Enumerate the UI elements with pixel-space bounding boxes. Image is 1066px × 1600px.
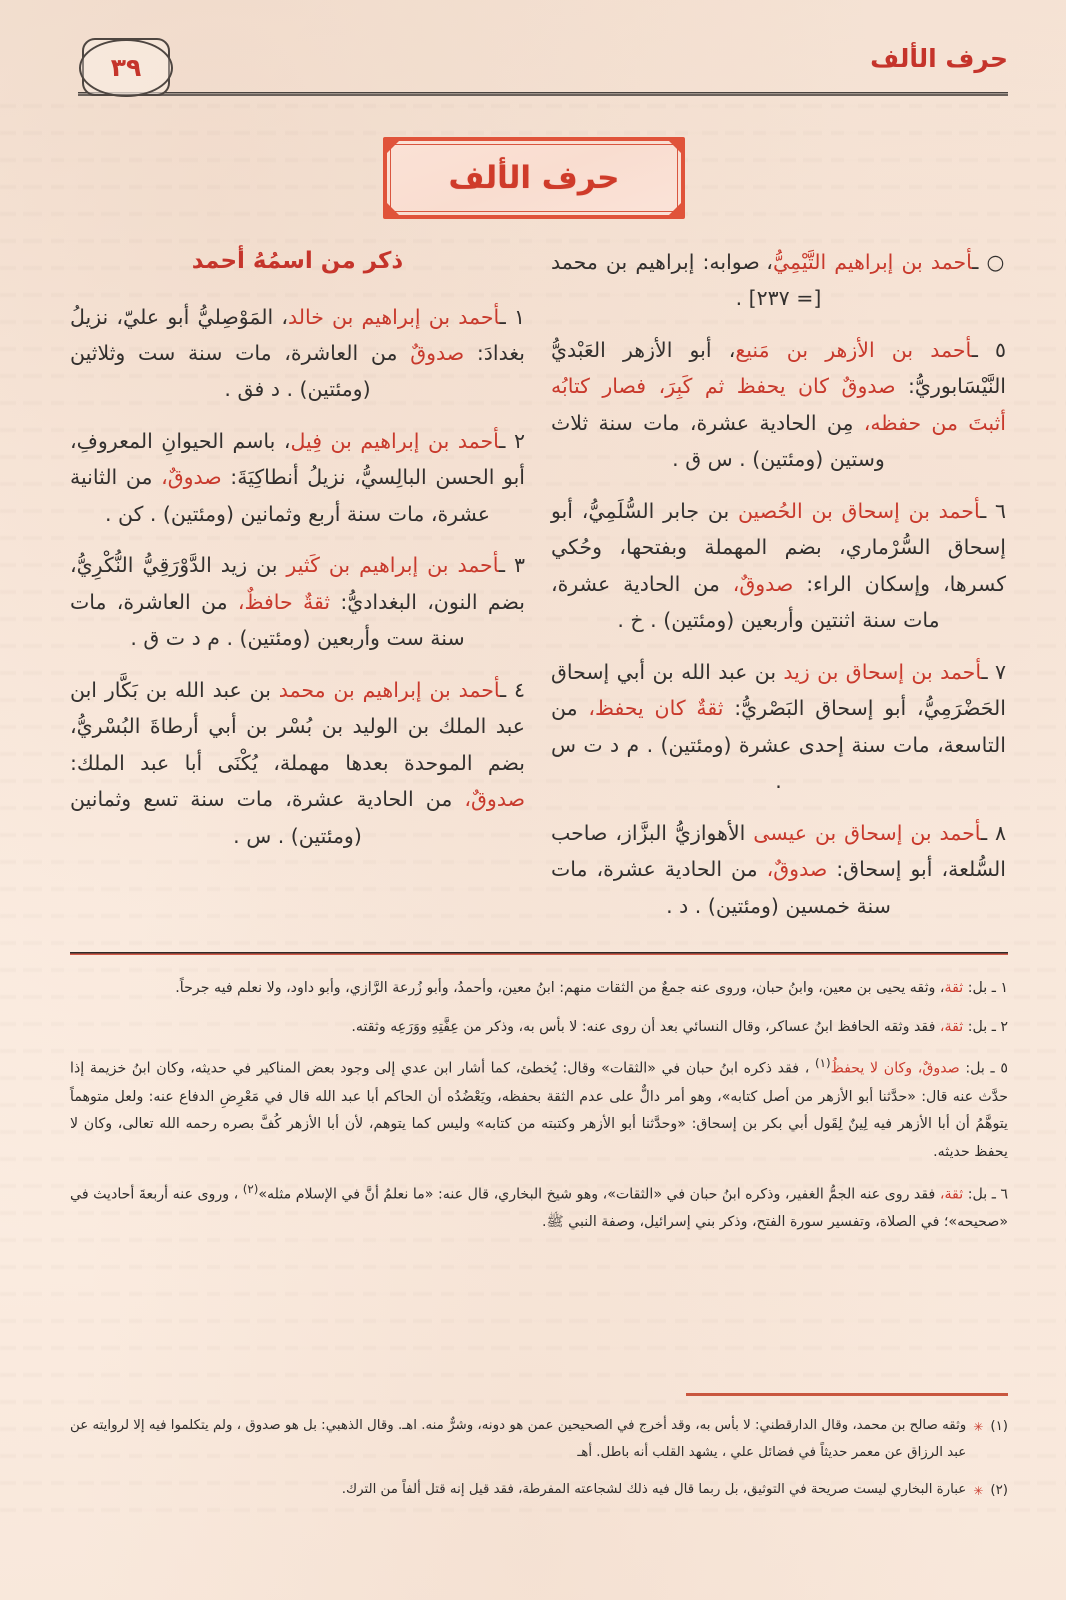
- footnote-separator-rule: [70, 952, 1008, 955]
- bottom-note-label: (٢): [990, 1482, 1008, 1498]
- entry-name: أحمد بن إبراهيم بن خالد: [287, 304, 500, 329]
- entry-text-2: من الحادية عشرة، مات سنة تسع وثمانين (ومئتين) . س .: [70, 787, 465, 848]
- entry-marker: ٣ ـ: [498, 553, 525, 578]
- entry-marker: ٥ ـ: [971, 337, 1006, 362]
- entry-grade: صدوقٌ،: [161, 465, 222, 490]
- footnote-marker: ١ ـ: [991, 980, 1008, 996]
- footnote-superscript-ref: (٢): [242, 1181, 259, 1196]
- footnote-text: فقد روى عنه الجمُّ الغفير، وذكره ابنُ حبان في «الثقات»، وهو شيخ البخاري، قال عنه: «ما نعلمُ أنَّ في الإسلام مثله»: [258, 1186, 940, 1203]
- entry-text-1: بن عبد الله بن أبي إسحاق الحَضْرَمِيُّ، أبو إسحاق البَصْريُّ:: [551, 659, 1006, 721]
- header-rule: [78, 92, 1008, 96]
- page-number: ٣٩: [110, 52, 142, 82]
- entry-name: أحمد بن إبراهيم بن فِيل: [290, 428, 500, 453]
- entry-grade: صدوقٌ: [410, 340, 465, 365]
- bottom-notes-separator-rule: [686, 1393, 1008, 1396]
- footnote-item: [70, 1052, 1008, 1166]
- entry-name: أحمد بن الأزهر بن مَنيع: [735, 337, 972, 362]
- bottom-notes-block: [70, 1412, 1008, 1513]
- column-left: [551, 244, 1006, 934]
- footnote-lead: بل:: [963, 980, 988, 996]
- asterisk-icon: ✳: [973, 1420, 984, 1434]
- page-header: [78, 38, 1008, 100]
- footnote-marker: ٢ ـ: [991, 1018, 1008, 1035]
- entry-grade: صدوقٌ،: [732, 571, 794, 596]
- entry-marker: ٦ ـ: [980, 498, 1007, 523]
- biography-entry: [551, 493, 1006, 639]
- entry-text-1: بن جابر السُّلَمِيُّ، أبو إسحاق السُّرْماري، بضم المهملة وبفتحها، وحُكي كسرها، وإسكان الراء:: [551, 498, 1006, 596]
- entry-marker: ٧ ـ: [981, 659, 1006, 684]
- body-columns: [70, 244, 1008, 934]
- entry-text-1: ، أبو الأزهر العَبْديُّ النَّيْسَابوريُّ:: [551, 337, 1007, 399]
- footnote-item: [70, 1178, 1008, 1237]
- entry-name: أحمد بن إبراهيم بن كَثير: [286, 553, 499, 578]
- entry-grade: صدوقٌ،: [766, 857, 828, 882]
- cartouche-title: حرف الألف: [448, 160, 620, 196]
- bottom-note-item: [70, 1412, 1008, 1467]
- entry-text-2: من الثانية عشرة، مات سنة أربع وثمانين (ومئتين) . كن .: [70, 465, 491, 526]
- entry-text-2: من الحادية عشرة، مات سنة اثنتين وأربعين (ومئتين) . خ .: [551, 571, 940, 633]
- entry-text-2: من التاسعة، مات سنة إحدى عشرة (ومئتين) . م د ت س .: [551, 696, 1006, 794]
- page-number-badge: [82, 38, 170, 96]
- column-right: [70, 244, 525, 934]
- footnote-grade: ثقة،: [939, 1018, 964, 1035]
- biography-entry-crossref: [551, 244, 1006, 317]
- entry-name: أحمد بن إسحاق بن عيسى: [753, 820, 982, 845]
- biography-entry: [551, 815, 1006, 924]
- footnote-marker: ٥ ـ: [990, 1061, 1008, 1078]
- footnote-text: ، وثقه يحيى بن معين، وابنُ حبان، وروى عنه جمعٌ من الثقات منهم: ابنُ معين، وأحمدُ، وأبو زُرعة الرَّازي، وأبو داود، ولا نعلم فيه جرحاً.: [175, 980, 945, 996]
- entry-text-1: بن زيد الدَّوْرَقِيُّ النُّكْرِيُّ، بضم النون، البغداديُّ:: [70, 553, 525, 614]
- bottom-note-text: عبارة البخاري ليست صريحة في التوثيق، بل ربما قال فيه ذلك لشجاعته المفرطة، فقد قيل إنه قتل ألفاً من الترك.: [341, 1481, 967, 1497]
- entry-text-2: من العاشرة، مات سنة ست وأربعين (ومئتين) . م د ت ق .: [70, 589, 465, 651]
- entry-marker: ١ ـ: [499, 304, 525, 329]
- section-heading: ذكر من اسمُهُ أحمد: [191, 248, 404, 274]
- footnote-marker: ٦ ـ: [991, 1186, 1009, 1203]
- entry-marker: ٤ ـ: [500, 677, 526, 702]
- biography-entry: [551, 654, 1006, 800]
- footnote-item: [70, 1014, 1008, 1042]
- entry-text-1: الأهوازيُّ البزَّاز، صاحب السُّلعة، أبو إسحاق:: [551, 820, 1006, 882]
- bottom-note-label: (١): [990, 1419, 1008, 1434]
- entry-grade: ثقةٌ حافظٌ،: [237, 589, 331, 614]
- footnote-text: فقد وثقه الحافظ ابنُ عساكر، وقال النسائي بعد أن روى عنه: لا بأس به، وذكر من عِفَّتِهِ ووَرَعِه وثقته.: [351, 1018, 940, 1035]
- entry-name: أحمد بن إبراهيم بن محمد: [278, 677, 501, 702]
- entry-name: أحمد بن إسحاق بن الحُصين: [737, 498, 981, 523]
- entry-text-1: ، المَوْصِليُّ أبو عليّ، نزيلُ بغدادَ:: [70, 304, 525, 365]
- asterisk-icon: ✳: [973, 1483, 984, 1498]
- entry-marker: ٢ ـ: [499, 428, 525, 453]
- entry-marker: ○ ـ: [972, 250, 1006, 274]
- footnote-grade: صدوقٌ، وكان لا يحفظُ: [830, 1061, 960, 1078]
- entry-grade: ثقةٌ كان يحفظ،: [588, 696, 724, 721]
- bottom-note-item: [70, 1476, 1008, 1504]
- entry-text-2: من الحادية عشرة، مات سنة خمسين (ومئتين) . د .: [551, 857, 891, 918]
- entry-text-2: من العاشرة، مات سنة ست وثلاثين (ومئتين) . د فق .: [70, 340, 411, 402]
- biography-entry: [70, 547, 525, 656]
- entry-name: أحمد بن إسحاق بن زيد: [783, 659, 982, 684]
- title-cartouche: [383, 137, 685, 219]
- footnote-grade: ثقة،: [939, 1186, 964, 1203]
- footnote-lead: بل:: [963, 1186, 988, 1203]
- biography-entry: [70, 299, 525, 408]
- entry-marker: ٨ ـ: [981, 820, 1006, 845]
- biography-entry: [70, 423, 525, 532]
- footnote-grade: ثقة: [944, 980, 964, 996]
- biography-entry: [70, 672, 525, 854]
- entry-name: أحمد بن إبراهيم التَّيْمِيُّ: [772, 250, 973, 274]
- entry-text-1: بن عبد الله بن بَكَّار ابن عبد الملك بن الوليد بن بُسْر بن أبي أرطاةَ البُسْريُّ، بضم الموحدة بعدها مهملة، يُكْنَى أبا عبد الملك:: [70, 677, 525, 775]
- entry-grade: صدوقٌ،: [464, 787, 525, 812]
- running-head: حرف الألف: [870, 44, 1008, 73]
- footnote-lead: بل:: [963, 1018, 988, 1035]
- footnote-text: ، فقد ذكره ابنُ حبان في «الثقات» وقال: يُخطئ، كما أشار ابن عدي إلى وجود بعض المناكير في حديثه، وكان ابنُ خزيمة إذا حدَّث عنه قال: «حدَّثنا أبو الأزهر من أصل كتابه»، وهو أمر دالٌّ على عدم الثقة بحفظه، ويَعْضُدُه أن الحاكم أبا عبد الله قال في مَعْرِضِ الدفاع عنه: ولعل متوهماً يتوهَّمُ أن أبا الأزهر فيه لِينٌ لِقَول أبي بكر بن إسحاق: «وحدَّثنا أبو الأزهر وكتبته من كتابه» وليس كما يتوهم، لأن أبا الأزهر كُفَّ بصره رحمه الله تعالى، وكان لا يحفظ حديثه.: [70, 1061, 1008, 1161]
- footnote-item: [70, 975, 1008, 1003]
- footnote-superscript-ref: (١): [815, 1056, 831, 1071]
- biography-entry: [551, 332, 1006, 478]
- entry-text-1: ، باسم الحيوانِ المعروفِ، أبو الحسن البالِسيُّ، نزيلُ أنطاكِيَةَ:: [70, 428, 526, 490]
- footnote-lead: بل:: [959, 1061, 985, 1078]
- entry-text-1: ، صوابه: إبراهيم بن محمد [= ٢٣٧] .: [551, 250, 822, 311]
- entry-text-2: مِن الحادية عشرة، مات سنة ثلاث وستين (ومئتين) . س ق .: [551, 410, 885, 472]
- bottom-note-text: وثقه صالح بن محمد، وقال الدارقطني: لا بأس به، وقد أخرج في الصحيحين عمن هو دونه، وشرٌّ منه. اهـ. وقال الذهبي: بل هو صدوق ، ولم يتكلموا فيه إلا لروايته عن عبد الرزاق عن معمر حديثاً في فضائل علي ، يشهد القلب أنه باطل. أهـ: [70, 1418, 967, 1461]
- entry-grade: صدوقٌ كان يحفظ ثم كَبِرَ، فصار كتابُه أثبتَ من حفظه،: [551, 374, 1006, 435]
- footnote-text-cont: ، وروى عنه أربعةَ أحاديث في «صحيحه»؛ في الصلاة، وتفسير سورة الفتح، وذكر بني إسرائيل، وصفة النبي ﷺ.: [70, 1186, 1008, 1231]
- footnotes-block: [70, 975, 1008, 1237]
